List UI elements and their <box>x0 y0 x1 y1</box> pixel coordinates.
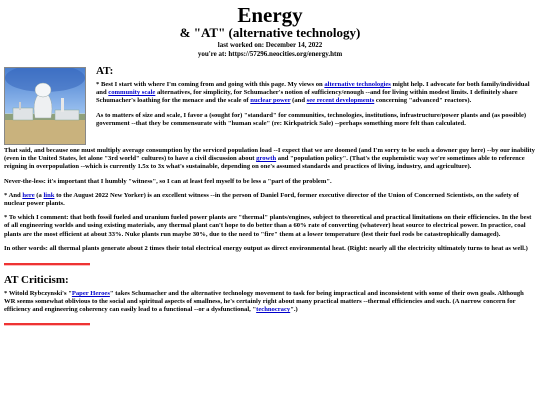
nuclear-power-link[interactable]: nuclear power <box>250 97 291 105</box>
section-divider-bottom <box>4 323 90 326</box>
at-paragraph-6: * To which I comment: that both fossil fueled and uranium fueled power plants are "thermal" plants/engines, subject to theoretical and practical limitations on their efficiencies. In the best of all engineering worlds and using existing materials, any thermal plant can't hope to do better than a 60% rate of converting (whatever) heat source to electrical power. In practice, coal plants are the most efficient at about 33%. Nuke plants run maybe 30%, due to the need to "fire" them at a lower temperature (lest their fuel rods be catastrophically damaged). <box>4 214 532 238</box>
nuclear-plant-illustration <box>5 68 85 144</box>
at-paragraph-2: As to matters of size and scale, I favor a (sought for) "standard" for communities, technologies, institutions, infrastructure/power plants and (as possible) government --that they be commensurate with "human scale" (re: Kirkpatrick Sale) --perhaps something more felt than calculated. <box>96 111 527 127</box>
at-paragraph-4: Never-the-less: it's important that I humbly "witness", so I can at least feel myself to be less a "part of the problem". <box>4 177 332 185</box>
nuclear-plant-photo <box>4 67 86 145</box>
last-worked-date: last worked on: December 14, 2022 <box>217 41 323 49</box>
page-url: you're at: https://57296.neocities.org/energy.htm <box>197 50 343 58</box>
page-subtitle: & "AT" (alternative technology) <box>179 25 361 40</box>
here-link[interactable]: here <box>22 191 35 199</box>
section-divider <box>4 263 90 266</box>
at-criticism-heading: AT Criticism: <box>4 274 69 287</box>
criticism-paragraph-1: * Witold Rybczynski's "Paper Heroes" takes Schumacher and the alternative technology movement to task for being impractical and inconsistent with some of their own goals. Although WR seems somewhat oblivious to the social and spiritual aspects of smallness, he's certainly right about many practical matters --thermal efficiencies and such. (A narrow concern for efficiency and engineering coherency can easily lead to a functional --or a dysfunctional, "technocracy".) <box>4 290 524 314</box>
community-scale-link[interactable]: community scale <box>108 89 156 97</box>
at-paragraph-3: That said, and because one must multiply average consumption by the serviced population load --I expect that we are doomed (and I'm sorry to be such a downer guy here) --by our inability (even in the United States, let alone "3rd world" cultures) to have a civil discussion about growth and "population policy". (That's the euphemistic way we're sometimes able to reference reigning in overpopulation --which is currently 1.5x to 3x what's sustainable, depending on one's assumed standards and practices of living, industry, and agriculture). <box>4 147 535 171</box>
new-yorker-link[interactable]: link <box>43 191 55 199</box>
technocracy-link[interactable]: technocracy <box>256 306 291 314</box>
at-heading: AT: <box>96 65 114 77</box>
page-title: Energy <box>237 3 303 27</box>
at-paragraph-7: In other words: all thermal plants generate about 2 times their total electrical energy output as direct environmental heat. (Right: nearly all the electricity ultimately turns to heat as well.) <box>4 244 528 252</box>
at-paragraph-1: * Best I start with where I'm coming from and going with this page. My views on alternative technologies might help. I advocate for both family/individual and community scale alternatives, for simplicity, for Schumacher's notion of sufficiency/enough --and for living within modest limits. I definitely share Schumacher's loathing for the menace and the scale of nuclear power (and see recent developments concerning "advanced" reactors). <box>96 81 530 105</box>
at-paragraph-5: * And here (a link to the August 2022 New Yorker) is an excellent witness --in the person of Daniel Ford, former executive director of the Union of Concerned Scientists, on the safety of nuclear power plants. <box>4 191 519 208</box>
paper-heroes-link[interactable]: Paper Heroes <box>71 290 110 298</box>
growth-link[interactable]: growth <box>256 155 277 163</box>
recent-developments-link[interactable]: see recent developments <box>306 97 375 105</box>
alternative-technologies-link[interactable]: alternative technologies <box>324 81 391 88</box>
